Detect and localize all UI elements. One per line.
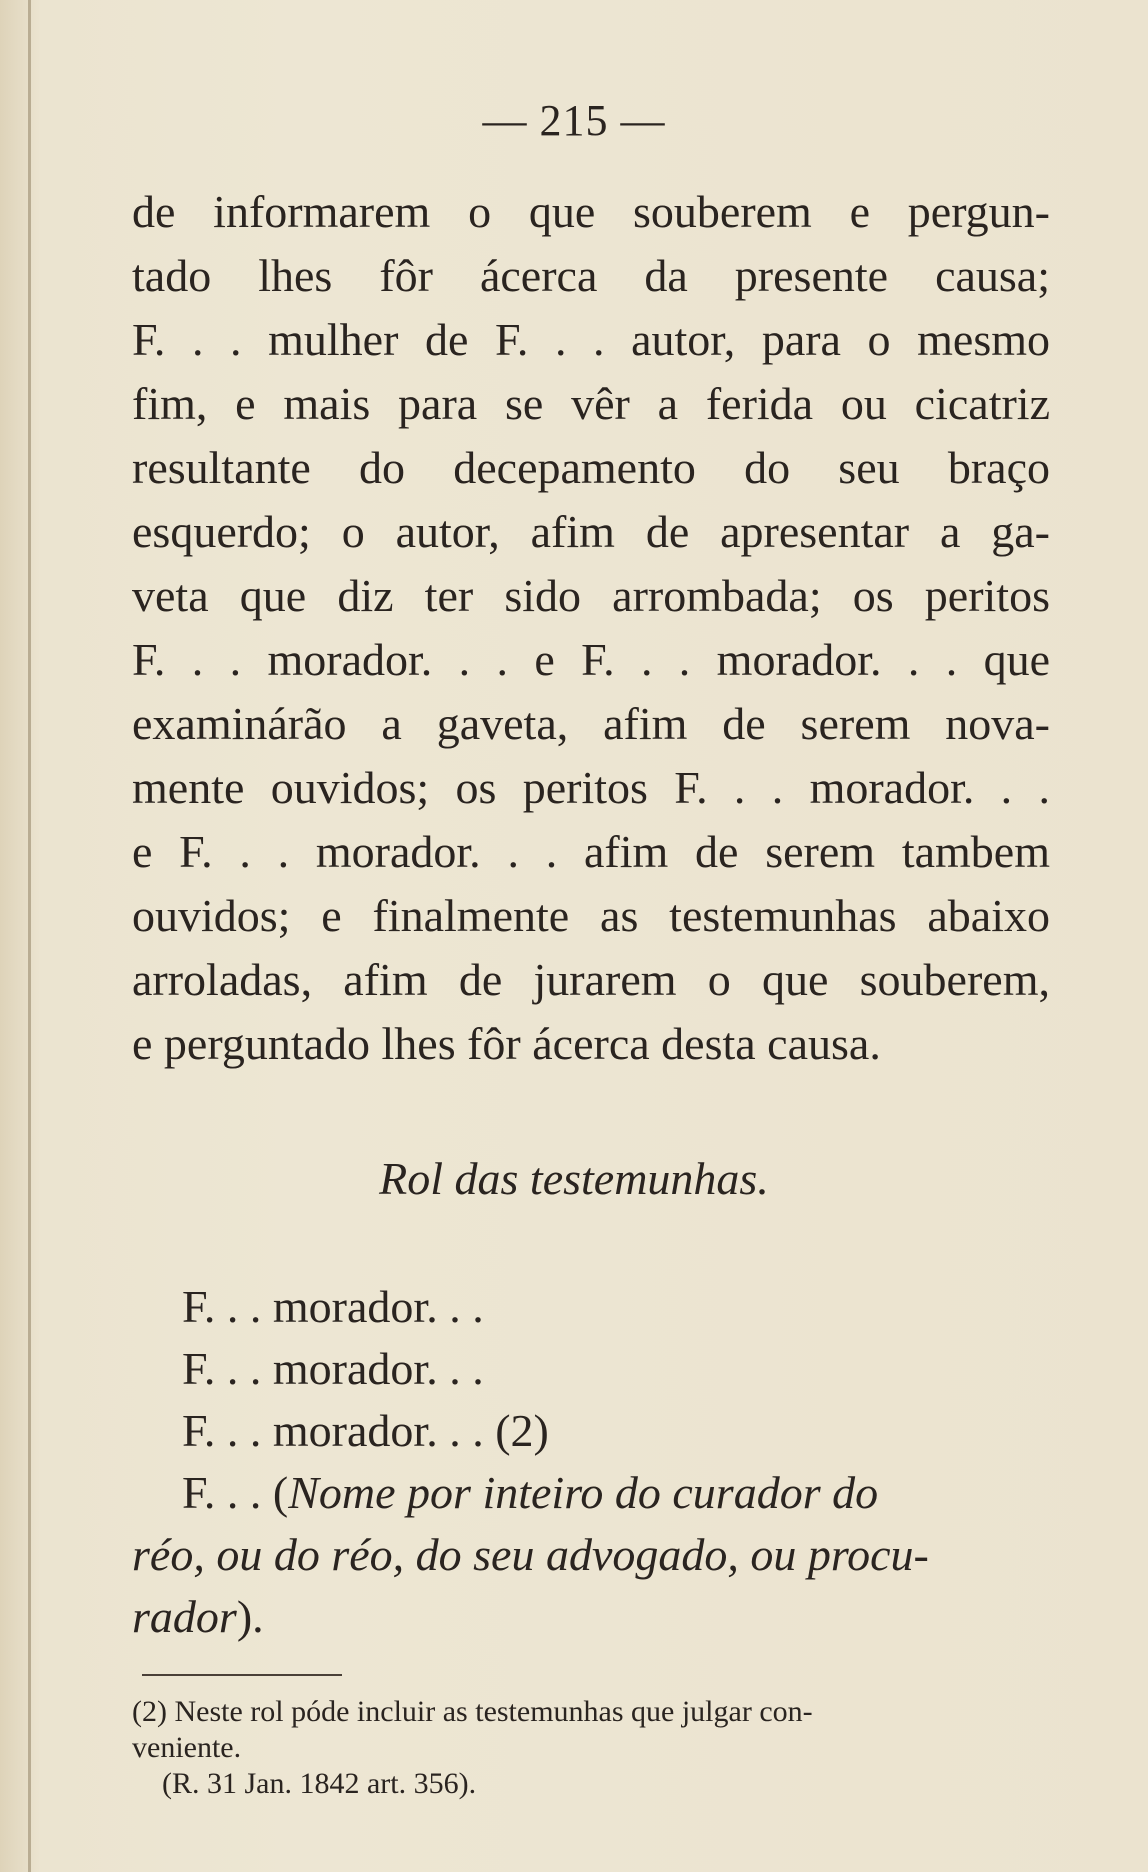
curator-entry-suffix: ). [236,1591,264,1642]
body-line: arroladas, afim de jurarem o que souberem, [132,954,1050,1005]
witness-roll [132,1276,1050,1648]
witness-entry: F. . . morador. . . (2) [182,1405,549,1456]
body-line: e perguntado lhes fôr ácerca desta causa. [132,1018,881,1069]
body-line: e F. . . morador. . . afim de serem tambem [132,826,1050,877]
body-line: resultante do decepamento do seu braço [132,442,1050,493]
curator-entry-end [132,1586,1050,1648]
witness-entry: F. . . morador. . . [182,1343,484,1394]
footnote-citation: (R. 31 Jan. 1842 art. 356). [162,1767,477,1800]
curator-entry-prefix: F. . . ( [182,1467,289,1518]
section-title: Rol das testemunhas. [379,1153,769,1204]
body-line: veta que diz ter sido arrombada; os peritos [132,570,1050,621]
curator-entry-continuation: réo, ou do réo, do seu advogado, ou procu- [132,1529,929,1580]
curator-entry [132,1462,1050,1524]
body-line: F. . . mulher de F. . . autor, para o mesmo [132,314,1050,365]
body-line: examinárão a gaveta, afim de serem nova- [132,698,1050,749]
body-line: tado lhes fôr ácerca da presente causa; [132,250,1050,301]
page-binding-edge [28,0,31,1872]
curator-entry-italic-end: rador [132,1591,237,1642]
body-line: fim, e mais para se vêr a ferida ou cicatriz [132,378,1050,429]
body-paragraph [132,180,1050,1076]
footnote-line: (2) Neste rol póde incluir as testemunhas que julgar con- [132,1695,813,1728]
body-line: F. . . morador. . . e F. . . morador. . . que [132,634,1050,685]
page-number: — 215 — [482,96,666,145]
footnote [132,1694,1050,1802]
footnote-divider [142,1674,342,1676]
body-line: mente ouvidos; os peritos F. . . morador. . . [132,762,1050,813]
footnote-line: veniente. [132,1731,242,1764]
body-line: ouvidos; e finalmente as testemunhas abaixo [132,890,1050,941]
witness-entry: F. . . morador. . . [182,1281,484,1332]
curator-entry-italic: Nome por inteiro do curador do [288,1467,879,1518]
body-line: esquerdo; o autor, afim de apresentar a ga- [132,506,1050,557]
body-line: de informarem o que souberem e pergun- [132,186,1050,237]
